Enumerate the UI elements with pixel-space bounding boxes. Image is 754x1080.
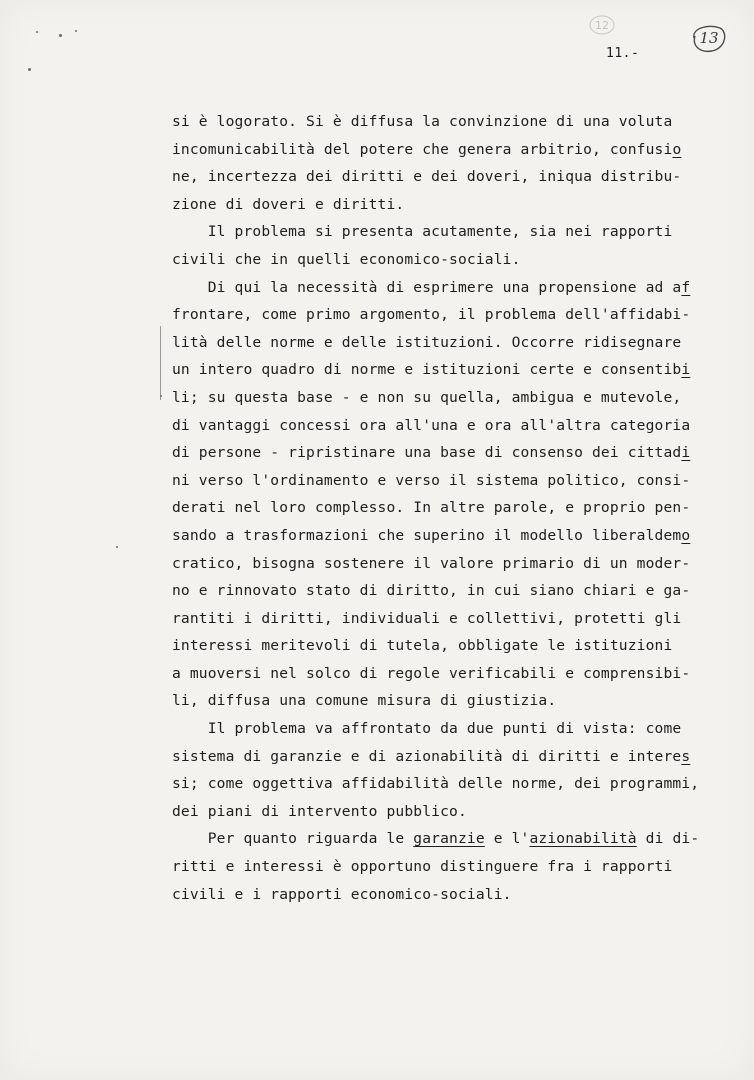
text-line: lità delle norme e delle istituzioni. Occorre ridisegnare <box>172 333 682 351</box>
page-number: 11.- <box>606 46 640 61</box>
text-line: Di qui la necessità di esprimere una propensione ad af <box>172 278 691 296</box>
text-line: di vantaggi concessi ora all'una e ora all'altra categoria <box>172 416 691 434</box>
text-line: ritti e interessi è opportuno distinguere fra i rapporti <box>172 858 673 876</box>
speck <box>36 31 38 33</box>
typed-body-text <box>172 108 732 908</box>
speck <box>28 68 31 71</box>
text-line: incomunicabilità del potere che genera arbitrio, confusio <box>172 140 682 158</box>
speck <box>59 34 62 37</box>
text-line: li; su questa base - e non su quella, ambigua e mutevole, <box>172 388 682 406</box>
text-line: Per quanto riguarda le garanzie e l'azionabilità di di- <box>172 830 700 848</box>
margin-mark <box>160 326 161 400</box>
text-line: no e rinnovato stato di diritto, in cui siano chiari e ga- <box>172 582 691 600</box>
svg-text:12: 12 <box>595 19 609 32</box>
text-line: a muoversi nel solco di regole verificabili e comprensibi- <box>172 664 691 682</box>
underlined-garanzie: garanzie <box>413 830 485 848</box>
text-line: li, diffusa una comune misura di giustizia. <box>172 692 557 710</box>
text-line: ne, incertezza dei diritti e dei doveri, iniqua distribu- <box>172 168 682 186</box>
text-line: dei piani di intervento pubblico. <box>172 802 467 820</box>
text-line: Il problema va affrontato da due punti di vista: come <box>172 720 682 738</box>
text-line: cratico, bisogna sostenere il valore primario di un moder- <box>172 554 691 572</box>
text-line: un intero quadro di norme e istituzioni certe e consentibi <box>172 361 691 379</box>
text-line: rantiti i diritti, individuali e collettivi, protetti gli <box>172 609 682 627</box>
svg-text:13: 13 <box>699 29 719 47</box>
speck <box>160 395 162 397</box>
text-line: civili che in quelli economico-sociali. <box>172 250 521 268</box>
text-line: Il problema si presenta acutamente, sia nei rapporti <box>172 223 673 241</box>
text-line: sistema di garanzie e di azionabilità di diritti e interes <box>172 747 691 765</box>
text-line: si; come oggettiva affidabilità delle norme, dei programmi, <box>172 775 700 793</box>
text-line: sando a trasformazioni che superino il modello liberaldemo <box>172 526 691 544</box>
text-line: derati nel loro complesso. In altre parole, e proprio pen- <box>172 499 691 517</box>
faint-archive-stamp <box>588 14 616 36</box>
text-line: frontare, come primo argomento, il problema dell'affidabi- <box>172 306 691 324</box>
text-line: interessi meritevoli di tutela, obbligate le istituzioni <box>172 637 673 655</box>
text-line: di persone - ripristinare una base di consenso dei cittadi <box>172 444 691 462</box>
text-line: zione di doveri e diritti. <box>172 195 405 213</box>
text-line: civili e i rapporti economico-sociali. <box>172 885 512 903</box>
archive-page-stamp <box>688 22 728 54</box>
speck <box>116 546 118 548</box>
speck <box>75 30 77 32</box>
underlined-azionabilita: azionabilità <box>529 830 637 848</box>
text-line: ni verso l'ordinamento e verso il sistema politico, consi- <box>172 471 691 489</box>
text-line: si è logorato. Si è diffusa la convinzione di una voluta <box>172 113 673 130</box>
